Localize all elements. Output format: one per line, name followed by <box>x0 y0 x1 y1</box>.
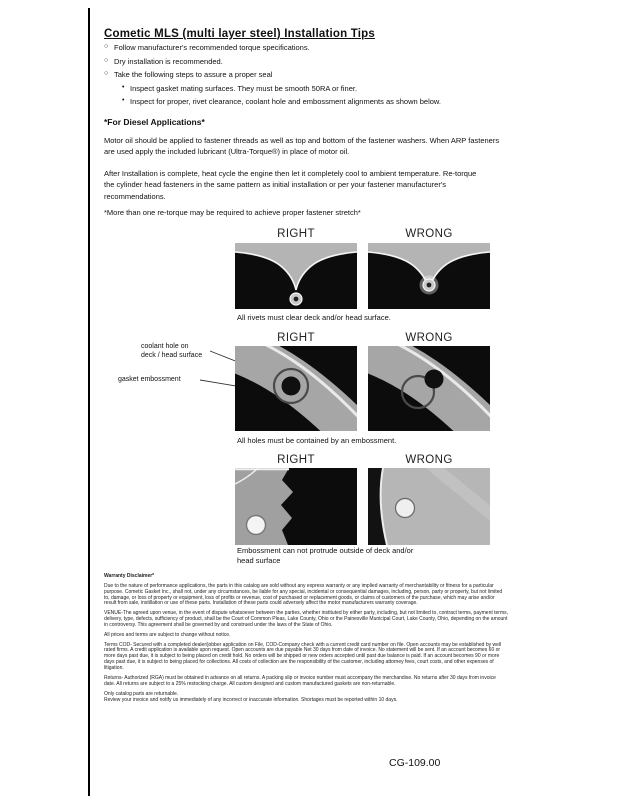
right-label-row2: RIGHT <box>277 332 315 344</box>
rivet-clear-right-figure <box>235 243 357 309</box>
installation-tips-list <box>104 43 516 111</box>
hole-outside-wrong-figure <box>368 346 490 431</box>
rivet-interference-wrong-figure <box>368 243 490 309</box>
retorque-note: *More than one re-torque may be required to achieve proper fastener stretch* <box>104 208 361 217</box>
tip-text: Follow manufacturer's recommended torque specifications. <box>114 43 310 52</box>
figure-caption-rivets: All rivets must clear deck and/or head surface. <box>237 313 391 322</box>
callout-coolant-hole <box>141 342 213 360</box>
wrong-label-row3: WRONG <box>405 454 453 466</box>
page-number: CG-109.00 <box>389 757 441 769</box>
right-label-row3: RIGHT <box>277 454 315 466</box>
disclaimer-paragraph: VENUE-The agreed upon venue, in the event of dispute whatsoever between the parties, whether instituted by either party, including, but not limited to, contract terms, payment terms, delivery, type, defects, sufficiency of product, shall be the Court of Common Pleas, Lake County, Ohio or the Painesville Municipal Court, Lake County, Ohio, depending on the amount in controversy. This agreement shall be governed by and construed under the laws of the State of Ohio. <box>104 610 509 628</box>
tip-item <box>104 57 516 66</box>
wrong-label-row1: WRONG <box>405 228 453 240</box>
disclaimer-paragraph: Only catalog parts are returnable. <box>104 690 179 697</box>
figure-caption-embossment: Embossment can not protrude outside of deck and/or head surface <box>237 546 414 566</box>
hole-contained-right-figure <box>235 346 357 431</box>
diesel-paragraph-2: After Installation is complete, heat cycle the engine then let it completely cool to ambient temperature. Re-torque the cylinder head fasteners in the same pattern as initial installation or per your fastener manufacturer's recommendations. <box>104 169 477 201</box>
disclaimer-paragraph: Returns- Authorized (RGA) must be obtained in advance on all returns. A packing slip or invoice number must accompany the merchandise. No returns after 30 days from invoice date. All returns are subject to a 25% restocking charge. All custom designed and custom manufactured gaskets are non-returnable. <box>104 674 496 687</box>
circle-bullet-icon: ○ <box>104 43 109 50</box>
dot-bullet-icon: • <box>122 97 125 105</box>
callout-coolant-line1: coolant hole on <box>141 343 189 350</box>
diesel-applications-heading: *For Diesel Applications* <box>104 117 205 127</box>
circle-bullet-icon: ○ <box>104 70 109 78</box>
tip-text: Take the following steps to assure a proper seal <box>114 70 273 80</box>
disclaimer-paragraph: All prices and terms are subject to change without notice. <box>104 631 231 638</box>
warranty-disclaimer <box>104 574 508 708</box>
tip-item <box>104 70 516 79</box>
callout-gasket-embossment: gasket embossment <box>118 376 181 383</box>
disclaimer-paragraph: Terms COD- Secured with a completed dealer/jobber application on File, COD-Company check with a current credit card number on file. Open accounts may be established by well rated firms. A credit application is available upon request. Open accounts are due payable Net 30 days from date of invoice. No statement will be sent. If an account becomes 60 or more days past due, it is subject to being placed on credit hold. No orders will be shipped or new orders accepted until past due balance is paid. If an account becomes 90 or more days past due, it is subject to being placed for collections. All costs of collection are the responsibility of the customer, including attorney fees, court costs, and other expenses of litigation. <box>104 641 502 671</box>
callout-coolant-line2: deck / head surface <box>141 352 203 360</box>
circle-bullet-icon: ○ <box>104 56 109 64</box>
disclaimer-paragraph: Due to the nature of performance applications, the parts in this catalog are sold without any express warranty or any implied warranty of merchantability or fitness for a particular purpose. Cometic Gasket Inc., shall not, under any circumstances, be liable for any special, incidental or consequential damages, including, person, party or property, but not limited to, damage, or loss of property or equipment, loss of profits or revenue, cost of purchased or replacement goods, or claims of customers of the purchase, which may arise and/or result from sale, instillation or use of these parts. Installation of these parts could adversely affect the motor manufacturers warranty coverage. <box>104 582 503 607</box>
disclaimer-paragraph: Review your invoice and notify us immediately of any incorrect or inaccurate information. Shortages must be reported within 10 days. <box>104 697 398 704</box>
embossment-inside-right-figure <box>235 468 357 545</box>
tip-text: Inspect for proper, rivet clearance, coolant hole and embossment alignments as shown below. <box>130 97 442 107</box>
right-label-row1: RIGHT <box>277 228 315 240</box>
figure-caption-holes: All holes must be contained by an embossment. <box>237 436 397 445</box>
wrong-label-row2: WRONG <box>405 332 453 344</box>
document-title: Cometic MLS (multi layer steel) Installation Tips <box>104 27 375 40</box>
tip-subitem <box>122 84 516 93</box>
embossment-protruding-wrong-figure <box>368 468 490 545</box>
tip-item <box>104 43 516 52</box>
tip-text: Inspect gasket mating surfaces. They must be smooth 50RA or finer. <box>130 83 358 93</box>
page-left-rule <box>88 8 90 796</box>
tip-subitem <box>122 97 516 106</box>
diesel-paragraph-1: Motor oil should be applied to fastener threads as well as top and bottom of the fastener washers. When ARP fasteners are used apply the included lubricant (Ultra-Torque®) in place of motor oil. <box>104 136 500 157</box>
tip-text: Dry installation is recommended. <box>114 56 223 66</box>
disclaimer-heading: Warranty Disclaimer* <box>104 573 155 579</box>
dot-bullet-icon: • <box>122 83 125 91</box>
